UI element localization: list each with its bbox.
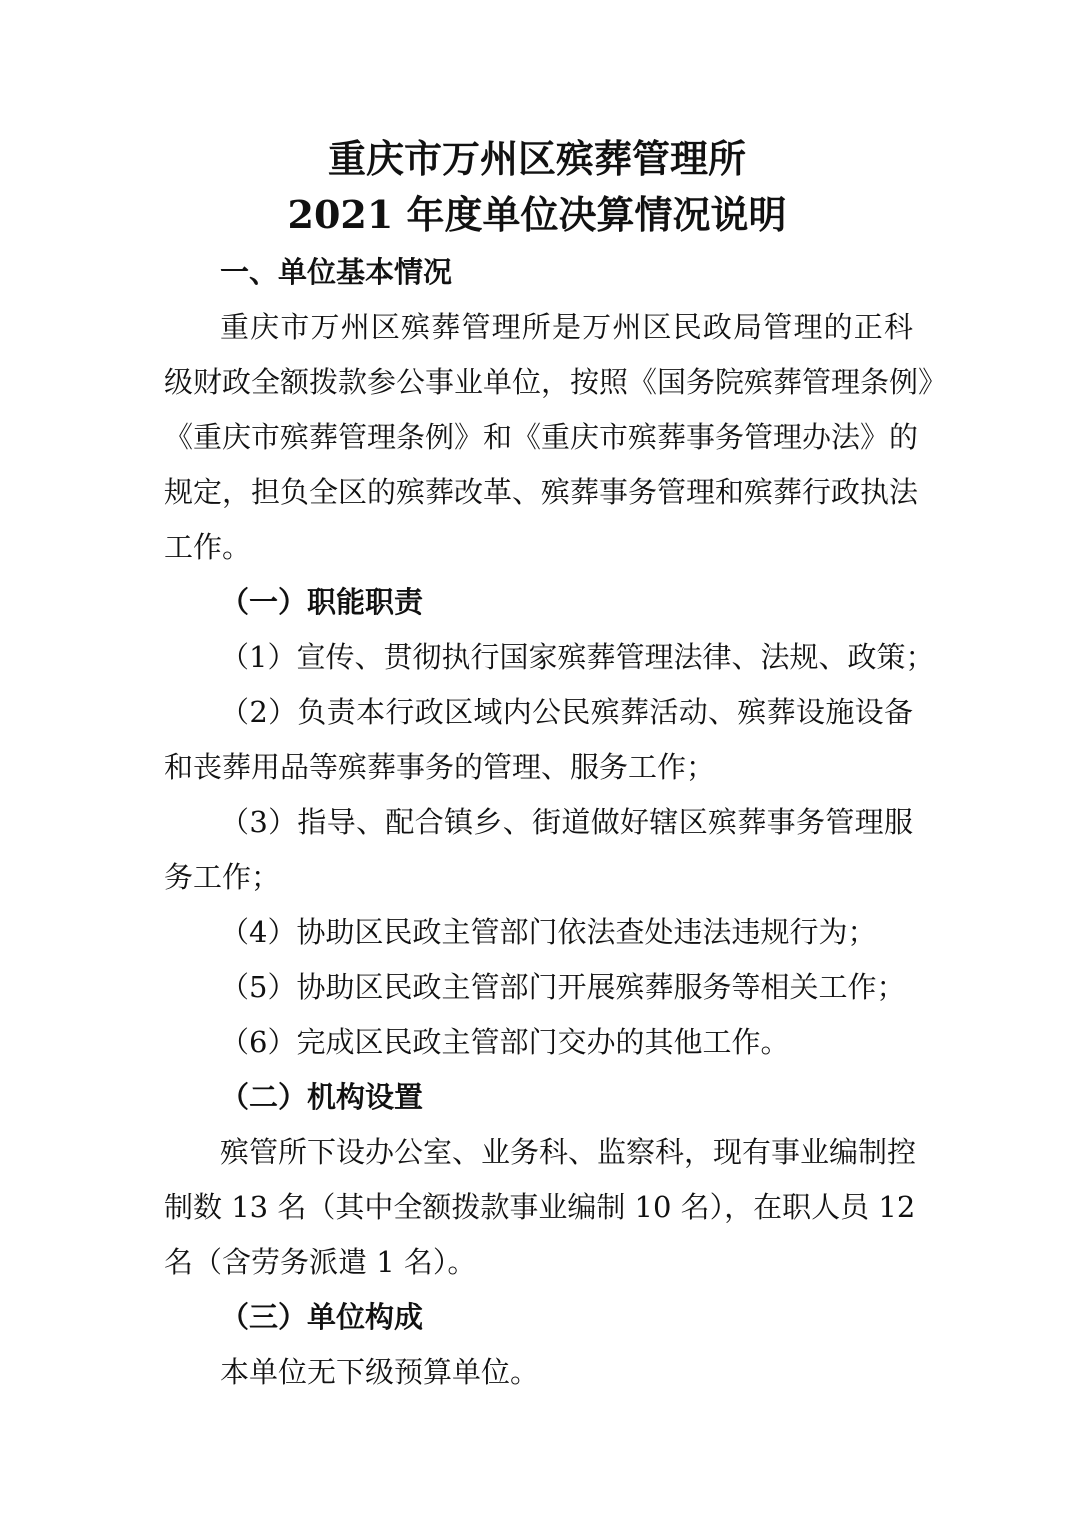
duty-item: （5）协助区民政主管部门开展殡葬服务等相关工作；	[220, 970, 906, 1004]
document-title-line-1: 重庆市万州区殡葬管理所	[327, 136, 746, 181]
document-title-line-2: 2021 年度单位决算情况说明	[287, 192, 787, 237]
paragraph-line: 级财政全额拨款参公事业单位，按照《国务院殡葬管理条例》	[164, 365, 948, 399]
duty-item-continuation: 务工作；	[164, 860, 281, 894]
paragraph-line: 本单位无下级预算单位。	[220, 1355, 540, 1389]
subsection-heading-duties: （一）职能职责	[220, 585, 424, 619]
paragraph-line: 《重庆市殡葬管理条例》和《重庆市殡葬事务管理办法》的	[164, 420, 919, 454]
section-heading-basic-info: 一、单位基本情况	[220, 255, 453, 289]
paragraph-line: 规定，担负全区的殡葬改革、殡葬事务管理和殡葬行政执法	[164, 475, 919, 509]
paragraph-line: 重庆市万州区殡葬管理所是万州区民政局管理的正科	[220, 310, 913, 344]
duty-item: （3）指导、配合镇乡、街道做好辖区殡葬事务管理服	[220, 805, 913, 839]
duty-item: （2）负责本行政区域内公民殡葬活动、殡葬设施设备	[220, 695, 913, 729]
subsection-heading-composition: （三）单位构成	[220, 1300, 424, 1334]
duty-item: （1）宣传、贯彻执行国家殡葬管理法律、法规、政策；	[220, 640, 935, 674]
subsection-heading-organization: （二）机构设置	[220, 1080, 424, 1114]
duty-item-continuation: 和丧葬用品等殡葬事务的管理、服务工作；	[164, 750, 716, 784]
paragraph-line: 制数 13 名（其中全额拨款事业编制 10 名），在职人员 12	[164, 1190, 916, 1224]
paragraph-line: 名（含劳务派遣 1 名）。	[164, 1245, 477, 1279]
duty-item: （4）协助区民政主管部门依法查处违法违规行为；	[220, 915, 877, 949]
paragraph-line: 殡管所下设办公室、业务科、监察科，现有事业编制控	[220, 1135, 917, 1169]
duty-item: （6）完成区民政主管部门交办的其他工作。	[220, 1025, 790, 1059]
paragraph-line: 工作。	[164, 530, 252, 564]
